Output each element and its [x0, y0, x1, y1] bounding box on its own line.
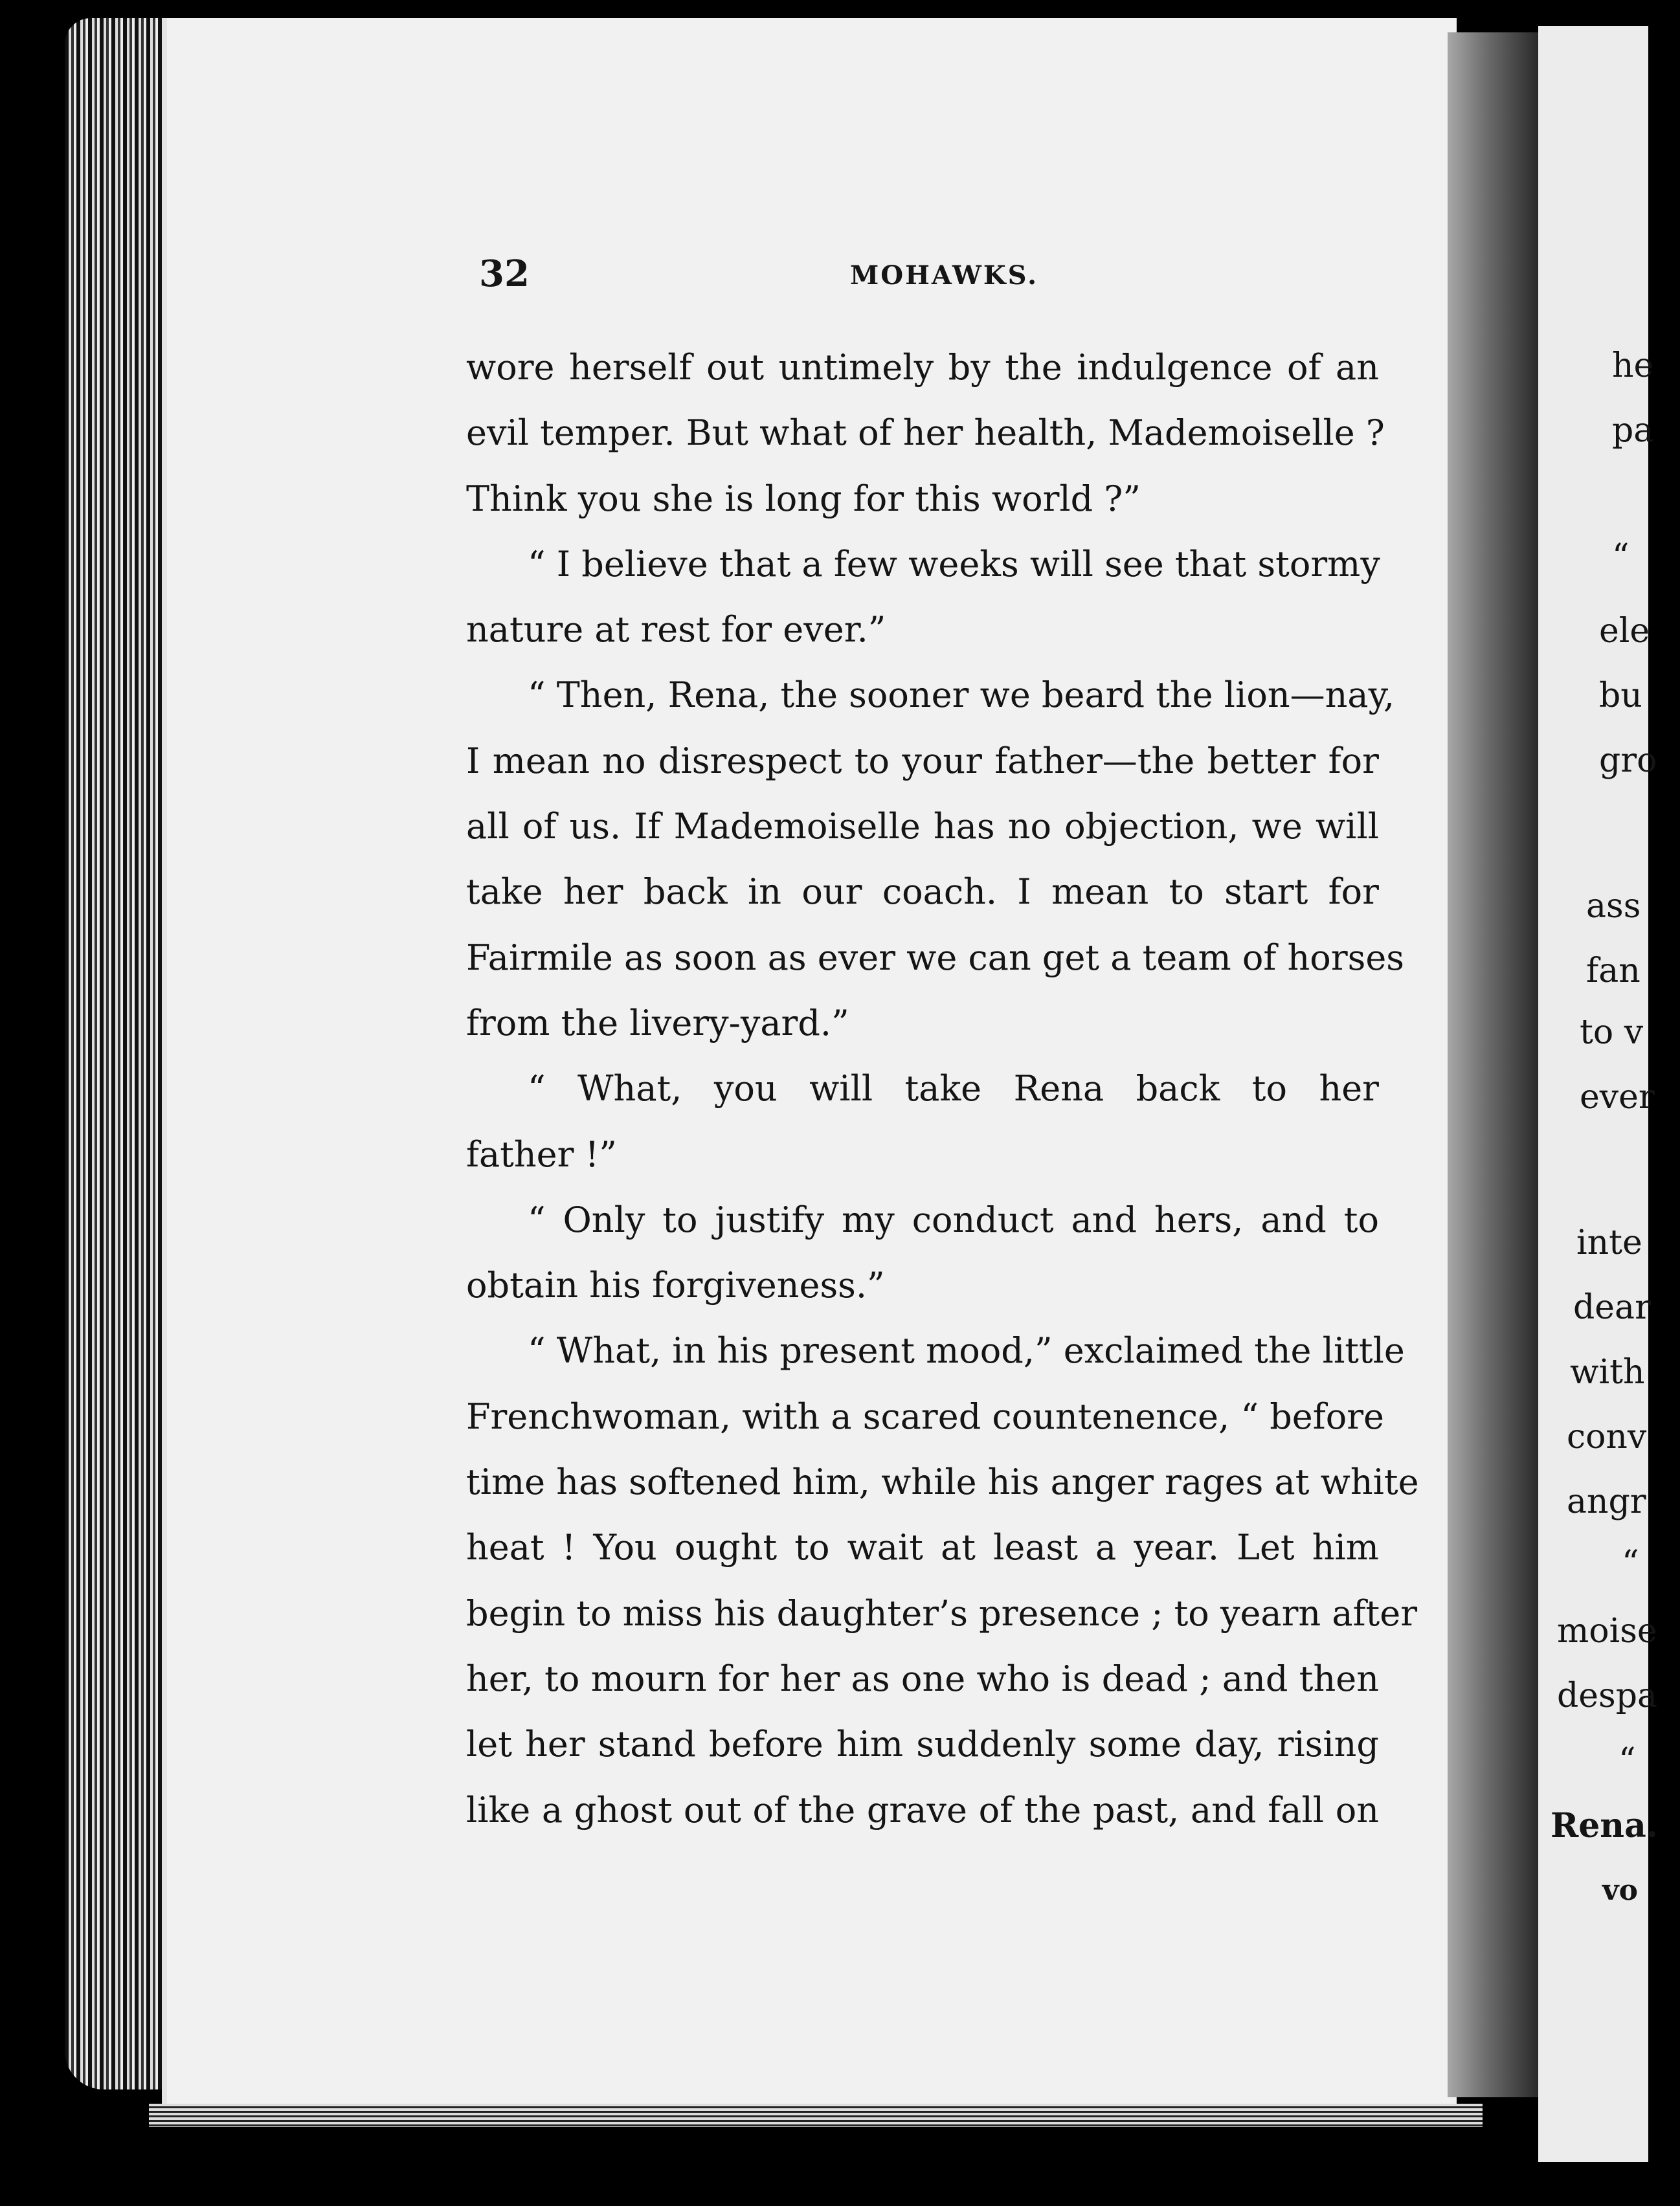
right-text-fragment: angr — [1567, 1482, 1646, 1521]
text-line: nature at rest for ever.” — [466, 609, 886, 651]
right-text-fragment: gro — [1599, 741, 1657, 780]
text-line: like a ghost out of the grave of the past, and fall on — [466, 1789, 1379, 1831]
text-line: begin to miss his daughter’s presence ; to yearn after — [466, 1592, 1418, 1634]
right-text-fragment: fan — [1586, 952, 1641, 990]
right-text-fragment: ass — [1586, 887, 1641, 926]
text-line: her, to mourn for her as one who is dead ; and then — [466, 1658, 1379, 1699]
text-line: father !” — [466, 1133, 617, 1175]
right-text-fragment: vo — [1602, 1874, 1638, 1907]
right-text-fragment: “ — [1622, 1544, 1639, 1583]
text-line: “ Only to justify my conduct and hers, and to — [528, 1199, 1379, 1240]
right-text-fragment: he — [1612, 346, 1654, 385]
text-line: Frenchwoman, with a scared countenence, “ before — [466, 1396, 1385, 1437]
text-line: Think you she is long for this world ?” — [466, 478, 1141, 519]
right-text-fragment: despa — [1557, 1677, 1658, 1715]
right-text-fragment: Rena. — [1551, 1806, 1658, 1845]
text-line: “ What, in his present mood,” exclaimed the little — [528, 1330, 1405, 1372]
right-text-fragment: conv — [1567, 1418, 1647, 1456]
running-head — [479, 252, 1385, 304]
body-text — [466, 335, 1419, 1843]
right-text-fragment: “ — [1612, 537, 1630, 576]
text-line: from the livery-yard.” — [466, 1002, 849, 1043]
running-title: MOHAWKS. — [850, 260, 1039, 291]
page-bottom-edges — [149, 2104, 1483, 2127]
text-line: time has softened him, while his anger rages at white — [466, 1462, 1419, 1503]
book-gutter — [1448, 32, 1538, 2097]
right-text-fragment: dear — [1573, 1288, 1651, 1327]
right-text-fragment: to v — [1580, 1013, 1644, 1052]
page-number: 32 — [479, 252, 530, 295]
right-text-fragment: “ — [1618, 1741, 1636, 1780]
right-text-fragment: ele — [1599, 612, 1650, 651]
text-line: wore herself out untimely by the indulgence of an — [466, 347, 1379, 388]
text-line: evil temper. But what of her health, Mademoiselle ? — [466, 412, 1385, 454]
right-text-fragment: inte — [1576, 1223, 1642, 1262]
text-line: “ What, you will take Rena back to her — [528, 1068, 1379, 1109]
text-line: “ I believe that a few weeks will see that stormy — [528, 543, 1380, 585]
text-line: I mean no disrespect to your father—the better for — [466, 740, 1379, 781]
text-line: obtain his forgiveness.” — [466, 1265, 885, 1306]
text-line: all of us. If Mademoiselle has no objection, we will — [466, 806, 1379, 847]
text-line: let her stand before him suddenly some day, rising — [466, 1724, 1379, 1765]
right-text-fragment: pa — [1612, 411, 1654, 450]
text-line: heat ! You ought to wait at least a year. Let him — [466, 1527, 1379, 1568]
right-text-fragment: with — [1570, 1353, 1645, 1392]
right-text-fragment: moise — [1557, 1612, 1657, 1651]
text-line: “ Then, Rena, the sooner we beard the lion—nay, — [528, 674, 1395, 716]
right-text-fragment: ever — [1580, 1078, 1655, 1117]
right-text-fragment: bu — [1599, 676, 1642, 715]
text-line: take her back in our coach. I mean to start for — [466, 871, 1379, 913]
text-line: Fairmile as soon as ever we can get a team of horses — [466, 937, 1405, 978]
